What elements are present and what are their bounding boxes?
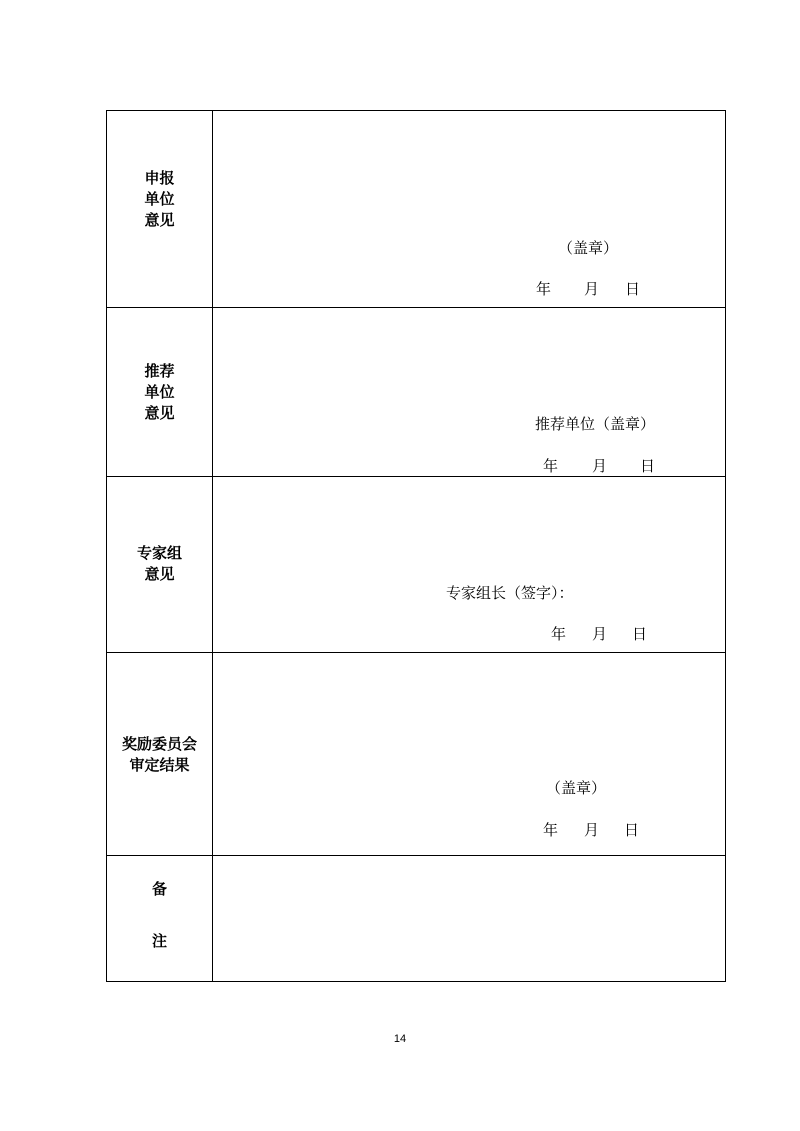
- date-month-label: 月: [592, 457, 608, 475]
- seal-note: （盖章）: [558, 239, 619, 257]
- label-cell-applicant-opinion: [107, 111, 213, 308]
- label-cell-committee-result: [107, 653, 213, 856]
- signature-note: 专家组长（签字）：: [446, 584, 574, 602]
- date-year-label: 年: [543, 457, 559, 475]
- row-recommender-opinion: [107, 308, 726, 477]
- date-year-label: 年: [543, 821, 559, 839]
- recommender-opinion-field[interactable]: [213, 308, 726, 477]
- seal-note: 推荐单位（盖章）: [535, 415, 656, 433]
- expert-opinion-field[interactable]: [213, 477, 726, 653]
- approval-form-table: [106, 110, 726, 982]
- page-number: 14: [393, 1033, 407, 1045]
- date-day-label: 日: [632, 625, 648, 643]
- committee-result-field[interactable]: [213, 653, 726, 856]
- label-cell-expert-opinion: [107, 477, 213, 653]
- seal-note: （盖章）: [546, 779, 607, 797]
- row-remarks: [107, 856, 726, 982]
- label-cell-recommender-opinion: [107, 308, 213, 477]
- date-month-label: 月: [592, 625, 608, 643]
- row-applicant-opinion: [107, 111, 726, 308]
- applicant-opinion-field[interactable]: [213, 111, 726, 308]
- date-year-label: 年: [536, 280, 552, 298]
- date-month-label: 月: [584, 280, 600, 298]
- date-month-label: 月: [584, 821, 600, 839]
- date-day-label: 日: [640, 457, 656, 475]
- label-committee-result: 奖励委员会 审定结果: [121, 735, 197, 774]
- row-expert-opinion: [107, 477, 726, 653]
- date-day-label: 日: [624, 821, 640, 839]
- label-applicant-opinion: 申报 单位 意见: [144, 169, 175, 229]
- label-cell-remarks: [107, 856, 213, 982]
- label-remarks: 备 注: [151, 880, 167, 950]
- row-committee-result: [107, 653, 726, 856]
- date-day-label: 日: [625, 280, 641, 298]
- date-year-label: 年: [551, 625, 567, 643]
- label-recommender-opinion: 推荐 单位 意见: [144, 362, 175, 422]
- label-expert-opinion: 专家组 意见: [136, 544, 182, 583]
- remarks-field[interactable]: [213, 856, 726, 982]
